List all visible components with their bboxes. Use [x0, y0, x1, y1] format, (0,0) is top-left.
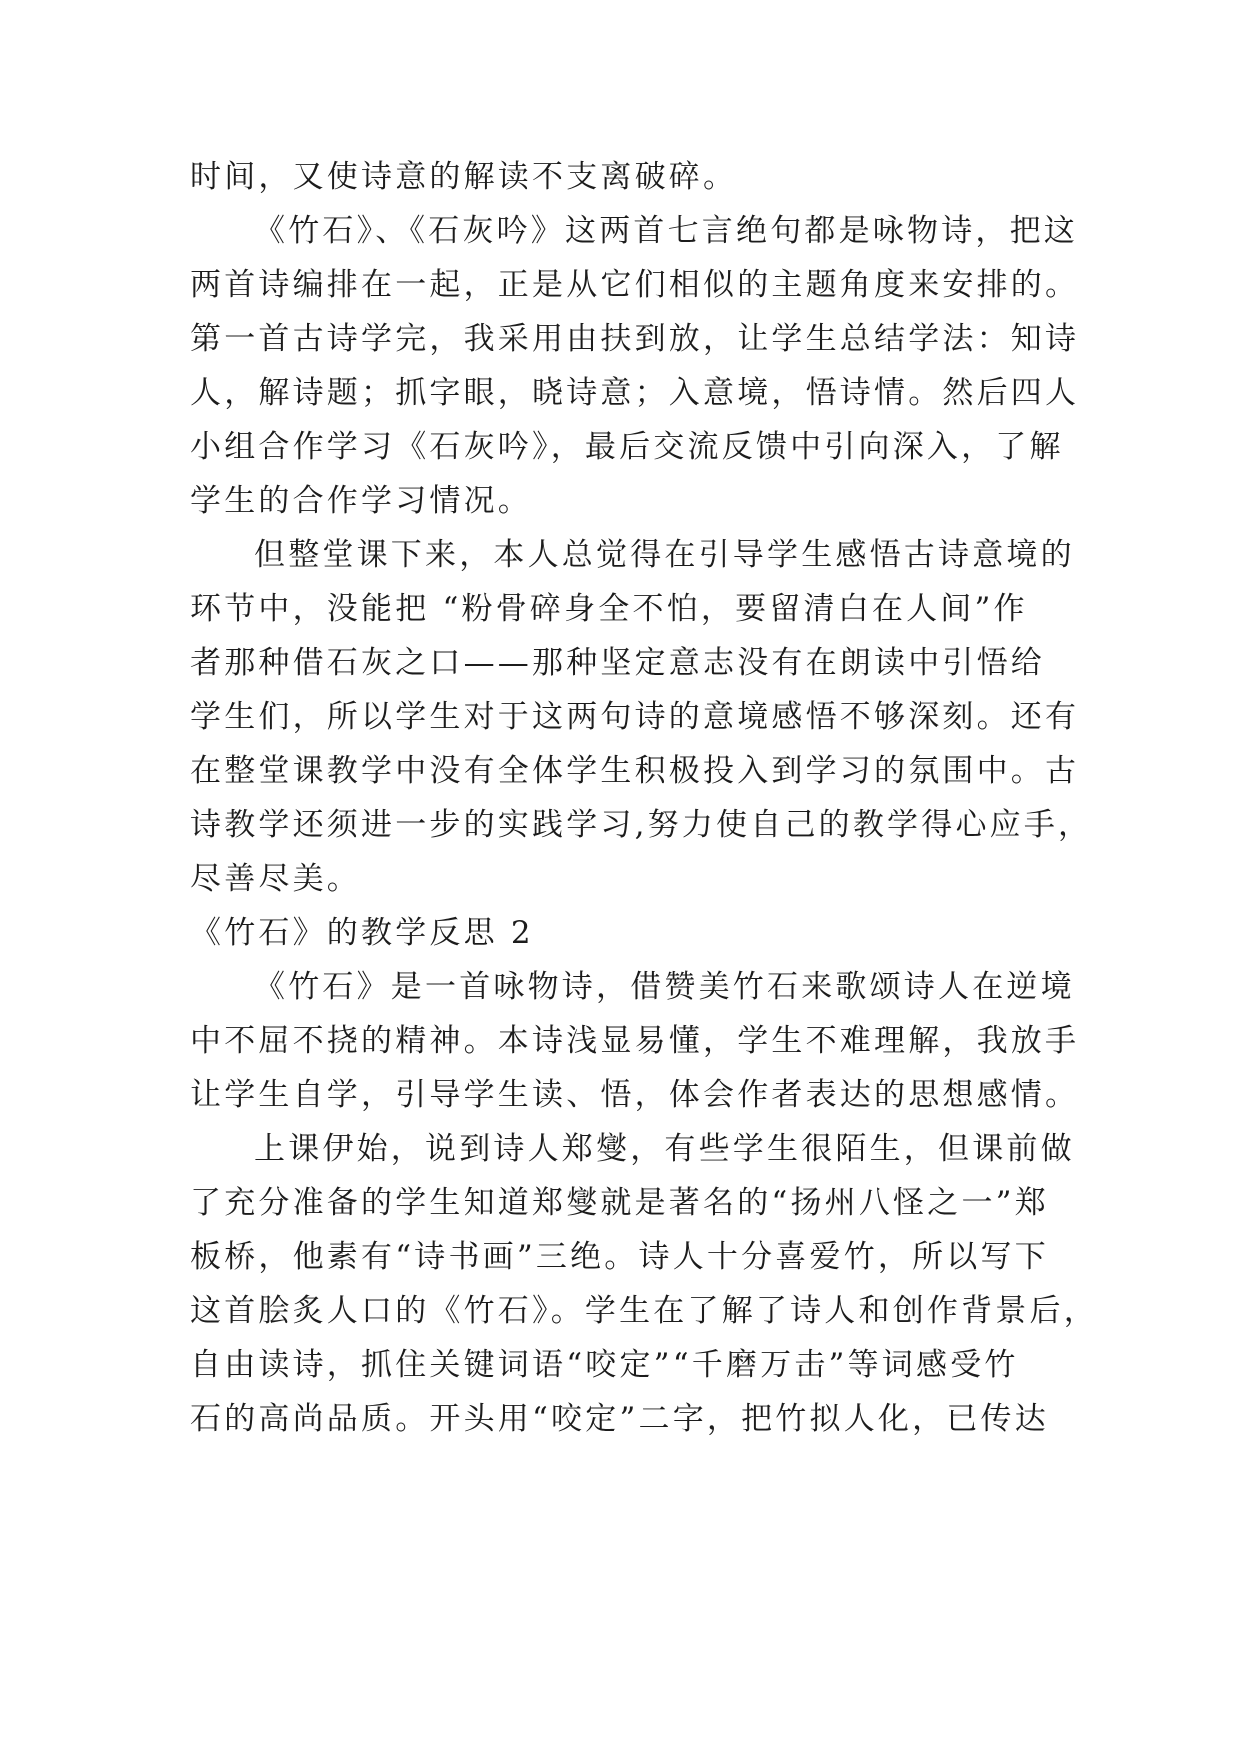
text-line: 让学生自学，引导学生读、悟，体会作者表达的思想感情。	[190, 1077, 1080, 1113]
text-line: 第一首古诗学完，我采用由扶到放，让学生总结学法：知诗	[190, 321, 1080, 357]
text-line: 板桥，他素有“诗书画”三绝。诗人十分喜爱竹，所以写下	[190, 1239, 1049, 1275]
document-body	[190, 150, 1098, 1446]
text-line: 时间，又使诗意的解读不支离破碎。	[190, 159, 738, 195]
section-heading: 《竹石》的教学反思 2	[190, 915, 534, 951]
text-line: 这首脍炙人口的《竹石》。学生在了解了诗人和创作背景后，	[190, 1293, 1098, 1329]
text-line: 在整堂课教学中没有全体学生积极投入到学习的氛围中。古	[190, 753, 1080, 789]
text-line: 石的高尚品质。开头用“咬定”二字，把竹拟人化，已传达	[190, 1401, 1049, 1437]
paragraph-start-line: 《竹石》、《石灰吟》这两首七言绝句都是咏物诗，把这	[254, 213, 1078, 249]
text-line: 环节中，没能把 “粉骨碎身全不怕，要留清白在人间”作	[190, 591, 1028, 627]
text-line: 人，解诗题；抓字眼，晓诗意；入意境，悟诗情。然后四人	[190, 375, 1080, 411]
text-line: 自由读诗，抓住关键词语“咬定”“千磨万击”等词感受竹	[190, 1347, 1019, 1383]
text-line: 小组合作学习《石灰吟》，最后交流反馈中引向深入，了解	[190, 429, 1064, 465]
text-line: 诗教学还须进一步的实践学习,努力使自己的教学得心应手，	[190, 807, 1093, 843]
paragraph-start-line: 但整堂课下来，本人总觉得在引导学生感悟古诗意境的	[254, 537, 1075, 573]
text-line: 尽善尽美。	[190, 861, 361, 897]
text-line: 了充分准备的学生知道郑燮就是著名的“扬州八怪之一”郑	[190, 1185, 1049, 1221]
text-line: 两首诗编排在一起，正是从它们相似的主题角度来安排的。	[190, 267, 1080, 303]
paragraph-start-line: 《竹石》是一首咏物诗，借赞美竹石来歌颂诗人在逆境	[254, 969, 1075, 1005]
paragraph-start-line: 上课伊始，说到诗人郑燮，有些学生很陌生，但课前做	[254, 1131, 1075, 1167]
text-line: 中不屈不挠的精神。本诗浅显易懂，学生不难理解，我放手	[190, 1023, 1080, 1059]
text-line: 学生的合作学习情况。	[190, 483, 532, 519]
text-line: 学生们，所以学生对于这两句诗的意境感悟不够深刻。还有	[190, 699, 1080, 735]
text-line: 者那种借石灰之口——那种坚定意志没有在朗读中引悟给	[190, 645, 1045, 681]
